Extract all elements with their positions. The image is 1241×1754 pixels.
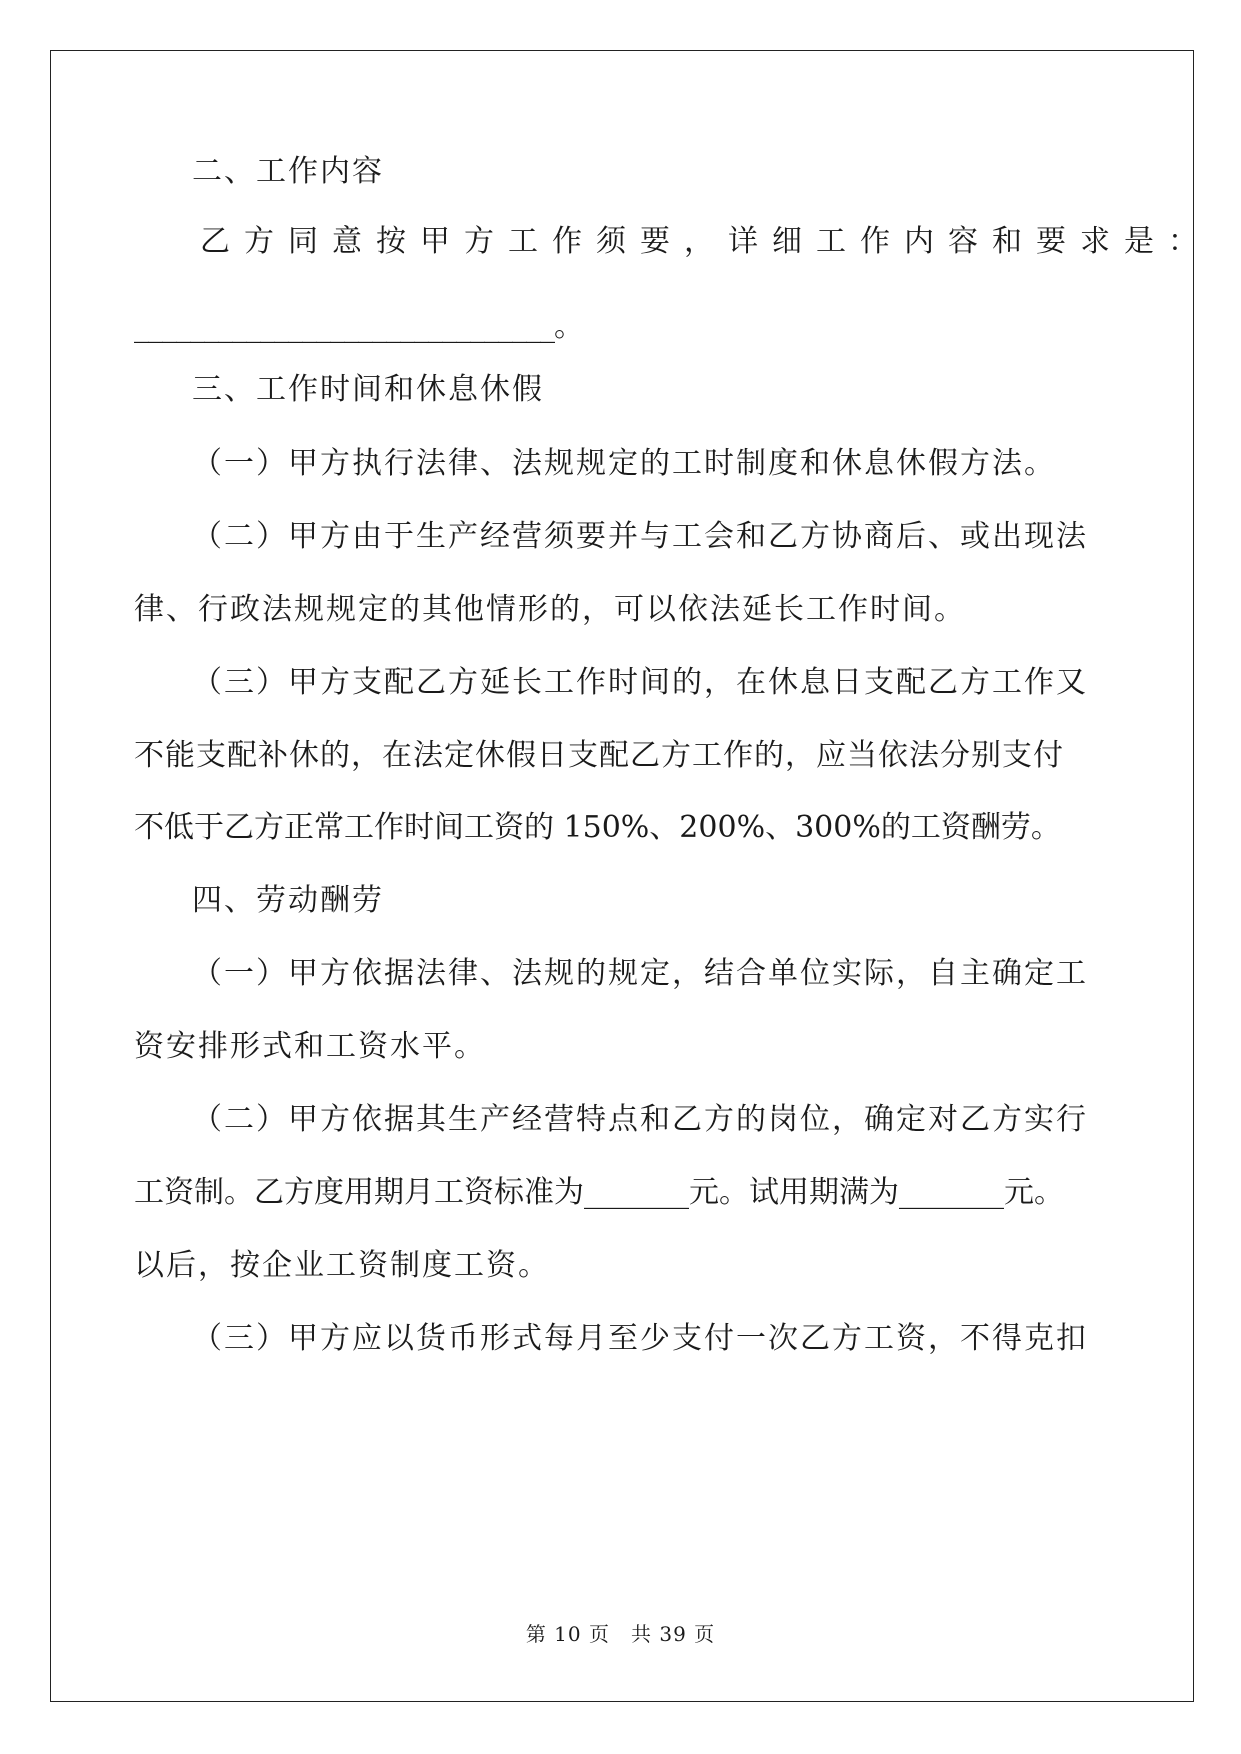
paragraph-line: （三）甲方应以货币形式每月至少支付一次乙方工资，不得克扣 [192,1321,1088,1356]
paragraph-line: 不能支配补休的，在法定休假日支配乙方工作的，应当依法分别支付 [134,738,1064,773]
blank-fill-line: ______________________________。 [134,309,583,344]
paragraph-line: （一）甲方执行法律、法规规定的工时制度和休息休假方法。 [192,446,1056,481]
paragraph-line: （三）甲方支配乙方延长工作时间的，在休息日支配乙方工作又 [192,665,1088,700]
paragraph-line: 乙方同意按甲方工作须要，详细工作内容和要求是： [200,224,1212,259]
paragraph-line: 不低于乙方正常工作时间工资的 150%、200%、300%的工资酬劳。 [134,810,1061,845]
paragraph-line: （二）甲方依据其生产经营特点和乙方的岗位，确定对乙方实行 [192,1102,1088,1137]
section-heading-work-content: 二、工作内容 [192,154,384,189]
paragraph-line: （二）甲方由于生产经营须要并与工会和乙方协商后、或出现法 [192,519,1088,554]
section-heading-work-hours: 三、工作时间和休息休假 [192,372,544,407]
paragraph-line: 工资制。乙方度用期月工资标准为_______元。试用期满为_______元。 [134,1175,1064,1210]
paragraph-line: （一）甲方依据法律、法规的规定，结合单位实际，自主确定工 [192,956,1088,991]
paragraph-line: 资安排形式和工资水平。 [134,1029,486,1064]
page-number-footer: 第 10 页 共 39 页 [525,1622,716,1646]
paragraph-line: 以后，按企业工资制度工资。 [134,1248,550,1283]
paragraph-line: 律、行政法规规定的其他情形的，可以依法延长工作时间。 [134,592,966,627]
page-frame [50,50,1194,1702]
section-heading-remuneration: 四、劳动酬劳 [192,883,384,918]
